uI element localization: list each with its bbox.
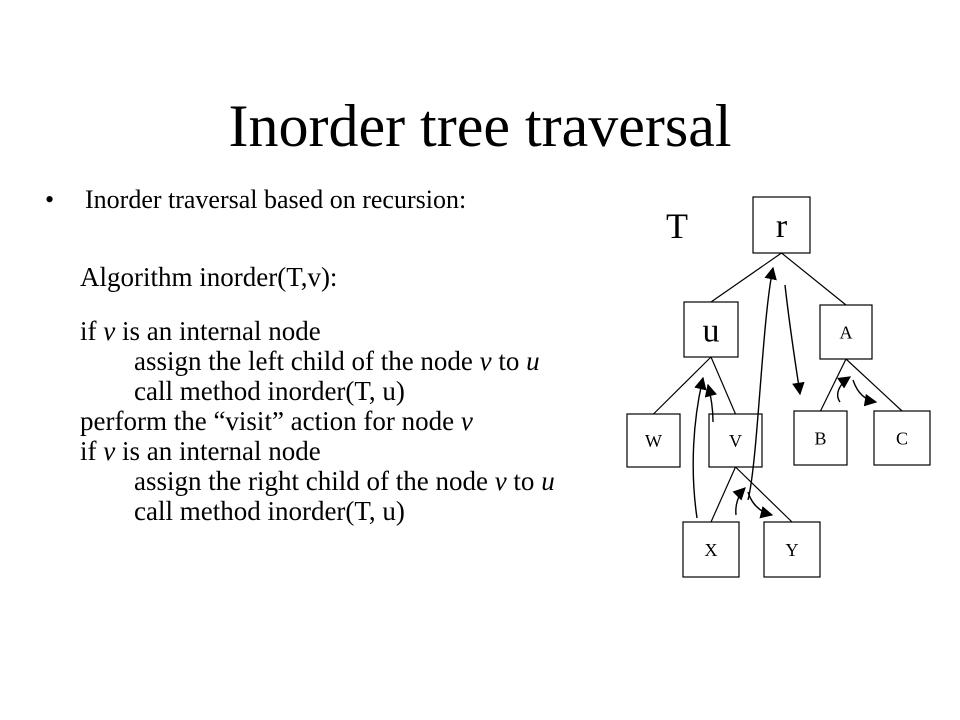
tree-node-u	[684, 302, 738, 357]
text-segment: assign the right child of the node	[134, 466, 495, 496]
tree-edge-V-X	[711, 467, 736, 522]
text-segment: assign the left child of the node	[134, 346, 480, 376]
var-v: v	[103, 436, 116, 466]
algorithm-line-call2: call method inorder(T, u)	[134, 496, 405, 526]
traversal-arrow	[748, 492, 772, 515]
tree-node-B	[794, 411, 847, 465]
bullet-text: Inorder traversal based on recursion:	[85, 185, 467, 214]
var-v: v	[494, 466, 507, 496]
bullet-dot: •	[45, 185, 55, 214]
tree-node-A	[820, 305, 872, 359]
var-u: u	[526, 346, 540, 376]
text-segment: perform the “visit” action for node	[80, 406, 461, 436]
var-u: u	[541, 466, 555, 496]
tree-node-label: r	[775, 207, 788, 245]
traversal-arrow	[838, 377, 850, 402]
tree-node-C	[874, 411, 930, 465]
algorithm-header: Algorithm inorder(T,v):	[80, 262, 338, 292]
traversal-arrow	[785, 285, 800, 394]
tree-edge-A-B	[821, 359, 847, 411]
tree-node-label: W	[645, 430, 662, 451]
tree-label: T	[666, 206, 688, 246]
tree-node-label: u	[702, 312, 720, 350]
tree-edge-u-W	[654, 357, 712, 414]
tree-edge-r-A	[782, 253, 847, 305]
text-segment: if	[80, 436, 104, 466]
text-segment: to	[506, 466, 542, 496]
algorithm-line-call1: call method inorder(T, u)	[134, 376, 405, 406]
text-segment: to	[491, 346, 527, 376]
tree-node-W	[627, 414, 680, 467]
tree-edge-u-V	[711, 357, 736, 414]
text-segment: is an internal node	[115, 316, 321, 346]
var-v: v	[103, 316, 116, 346]
traversal-arrow	[736, 488, 745, 515]
tree-node-label: V	[729, 430, 742, 451]
text-segment: if	[80, 316, 104, 346]
var-v: v	[479, 346, 492, 376]
text-segment: is an internal node	[115, 436, 321, 466]
tree-edge-V-Y	[736, 467, 793, 522]
tree-node-label: B	[814, 428, 827, 449]
var-v: v	[460, 406, 473, 436]
traversal-arrow	[693, 378, 703, 518]
tree-node-X	[683, 522, 739, 577]
tree-node-Y	[764, 522, 820, 577]
page-title: Inorder tree traversal	[228, 93, 732, 159]
tree-node-r	[753, 197, 810, 253]
tree-node-label: X	[704, 539, 718, 560]
tree-node-label: A	[839, 322, 853, 343]
tree-node-label: C	[895, 428, 909, 449]
tree-node-label: Y	[785, 539, 799, 560]
